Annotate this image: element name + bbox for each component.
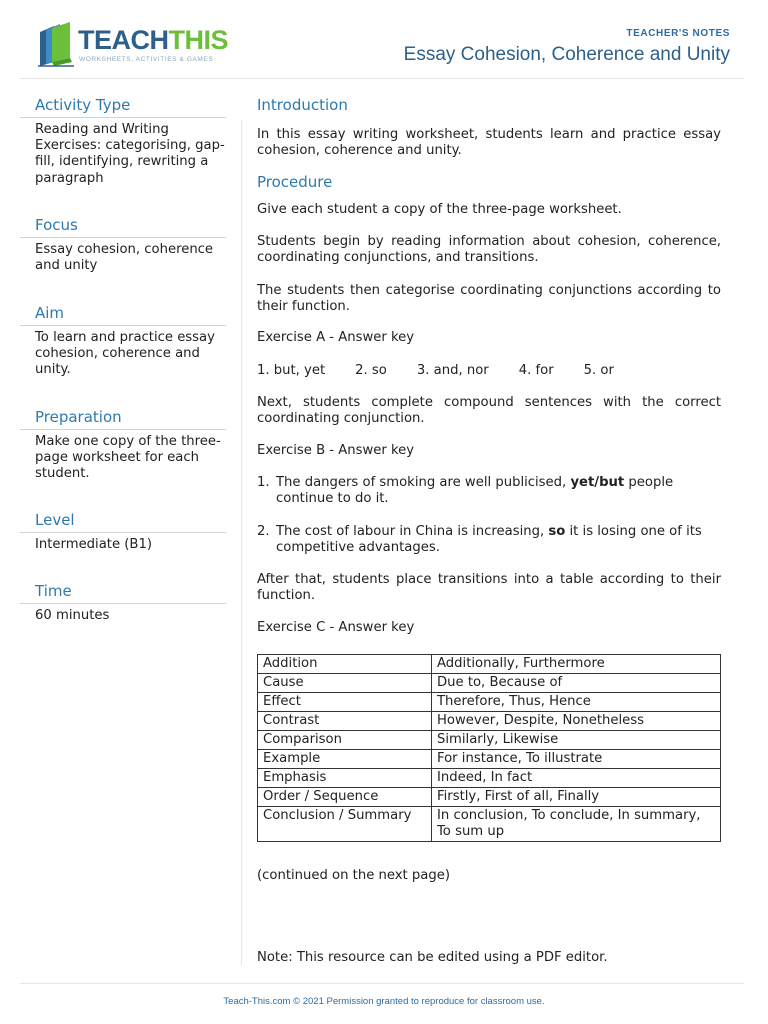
level-section <box>20 510 226 553</box>
exercise-b-item <box>257 475 721 507</box>
function-cell: Addition <box>258 655 432 674</box>
exercise-c-title: Exercise C - Answer key <box>257 620 415 635</box>
table-row <box>258 807 721 842</box>
procedure-step-3: The students then categorise coordinating conjunctions according to their function. <box>257 283 721 315</box>
procedure-step-4: Next, students complete compound sentences with the correct coordinating conjunction. <box>257 395 721 427</box>
teach-this-logo[interactable] <box>36 22 236 70</box>
table-row <box>258 731 721 750</box>
time-text: 60 minutes <box>35 608 110 623</box>
exercise-b-title: Exercise B - Answer key <box>257 443 415 458</box>
table-row <box>258 693 721 712</box>
transitions-cell: Firstly, First of all, Finally <box>432 788 721 807</box>
exercise-a-answer: 4. for <box>518 363 554 378</box>
introduction-text: In this essay writing worksheet, students learn and practice essay cohesion, coherence and unity. <box>257 127 721 159</box>
transitions-cell: For instance, To illustrate <box>432 750 721 769</box>
function-cell: Example <box>258 750 432 769</box>
introduction-heading: Introduction <box>257 96 348 114</box>
logo-wordmark: TEACHTHIS <box>78 25 229 55</box>
transitions-cell: In conclusion, To conclude, In summary, To sum up <box>432 807 721 842</box>
focus-heading: Focus <box>20 215 226 238</box>
exercise-a-answer: 1. but, yet <box>257 363 326 378</box>
exercise-a-answer: 3. and, nor <box>416 363 489 378</box>
function-cell: Cause <box>258 674 432 693</box>
edit-note: Note: This resource can be edited using a PDF editor. <box>257 950 608 965</box>
header-divider <box>20 78 744 79</box>
transitions-cell: Therefore, Thus, Hence <box>432 693 721 712</box>
preparation-heading: Preparation <box>20 407 226 430</box>
level-heading: Level <box>20 510 226 533</box>
function-cell: Contrast <box>258 712 432 731</box>
function-cell: Order / Sequence <box>258 788 432 807</box>
exercise-a-answer: 2. so <box>355 363 387 378</box>
table-row <box>258 674 721 693</box>
exercise-c-table <box>257 654 721 842</box>
continued-note: (continued on the next page) <box>257 868 450 883</box>
teachers-notes-label: TEACHER'S NOTES <box>626 28 730 39</box>
table-row <box>258 655 721 674</box>
footer-divider <box>20 983 744 984</box>
activity-type-section <box>20 95 226 187</box>
function-cell: Comparison <box>258 731 432 750</box>
level-text: Intermediate (B1) <box>35 537 153 552</box>
transitions-cell: Additionally, Furthermore <box>432 655 721 674</box>
answer-bold: so <box>548 524 566 539</box>
activity-type-text: Reading and Writing Exercises: categorising, gap-fill, identifying, rewriting a paragraph <box>35 122 225 186</box>
transitions-cell: However, Despite, Nonetheless <box>432 712 721 731</box>
exercise-b-item <box>257 524 721 556</box>
procedure-heading: Procedure <box>257 173 333 191</box>
page-header <box>0 0 768 80</box>
exercise-a-answer: 5. or <box>583 363 614 378</box>
focus-section <box>20 215 226 274</box>
table-row <box>258 750 721 769</box>
table-row <box>258 788 721 807</box>
function-cell: Conclusion / Summary <box>258 807 432 842</box>
transitions-cell: Due to, Because of <box>432 674 721 693</box>
footer-copyright: Teach-This.com © 2021 Permission granted to reproduce for classroom use. <box>223 996 545 1007</box>
book-logo-icon <box>36 22 76 68</box>
preparation-section <box>20 407 226 483</box>
table-row <box>258 769 721 788</box>
time-section <box>20 581 226 624</box>
table-row <box>258 712 721 731</box>
item-number: 1. <box>257 475 270 490</box>
exercise-a-answers <box>257 363 614 379</box>
activity-type-heading: Activity Type <box>20 95 226 118</box>
transitions-cell: Similarly, Likewise <box>432 731 721 750</box>
column-divider <box>241 120 242 965</box>
function-cell: Emphasis <box>258 769 432 788</box>
transitions-cell: Indeed, In fact <box>432 769 721 788</box>
preparation-text: Make one copy of the three-page worksheet for each student. <box>35 434 221 482</box>
procedure-step-5: After that, students place transitions into a table according to their function. <box>257 572 721 604</box>
aim-section <box>20 303 226 379</box>
time-heading: Time <box>20 581 226 604</box>
exercise-a-title: Exercise A - Answer key <box>257 330 415 345</box>
aim-heading: Aim <box>20 303 226 326</box>
aim-text: To learn and practice essay cohesion, coherence and unity. <box>35 330 215 378</box>
procedure-step-2: Students begin by reading information about cohesion, coherence, coordinating conjunctions, and transitions. <box>257 234 721 266</box>
answer-bold: yet/but <box>570 475 625 490</box>
item-text: The dangers of smoking are well publicised, yet/but people continue to do it. <box>276 475 674 507</box>
item-text: The cost of labour in China is increasing, so it is losing one of its competitive advantages. <box>276 524 702 556</box>
procedure-step-1: Give each student a copy of the three-page worksheet. <box>257 202 622 217</box>
item-number: 2. <box>257 524 270 539</box>
page-title: Essay Cohesion, Coherence and Unity <box>403 44 730 65</box>
function-cell: Effect <box>258 693 432 712</box>
focus-text: Essay cohesion, coherence and unity <box>35 242 214 274</box>
logo-tagline: WORKSHEETS, ACTIVITIES & GAMES <box>79 56 214 63</box>
